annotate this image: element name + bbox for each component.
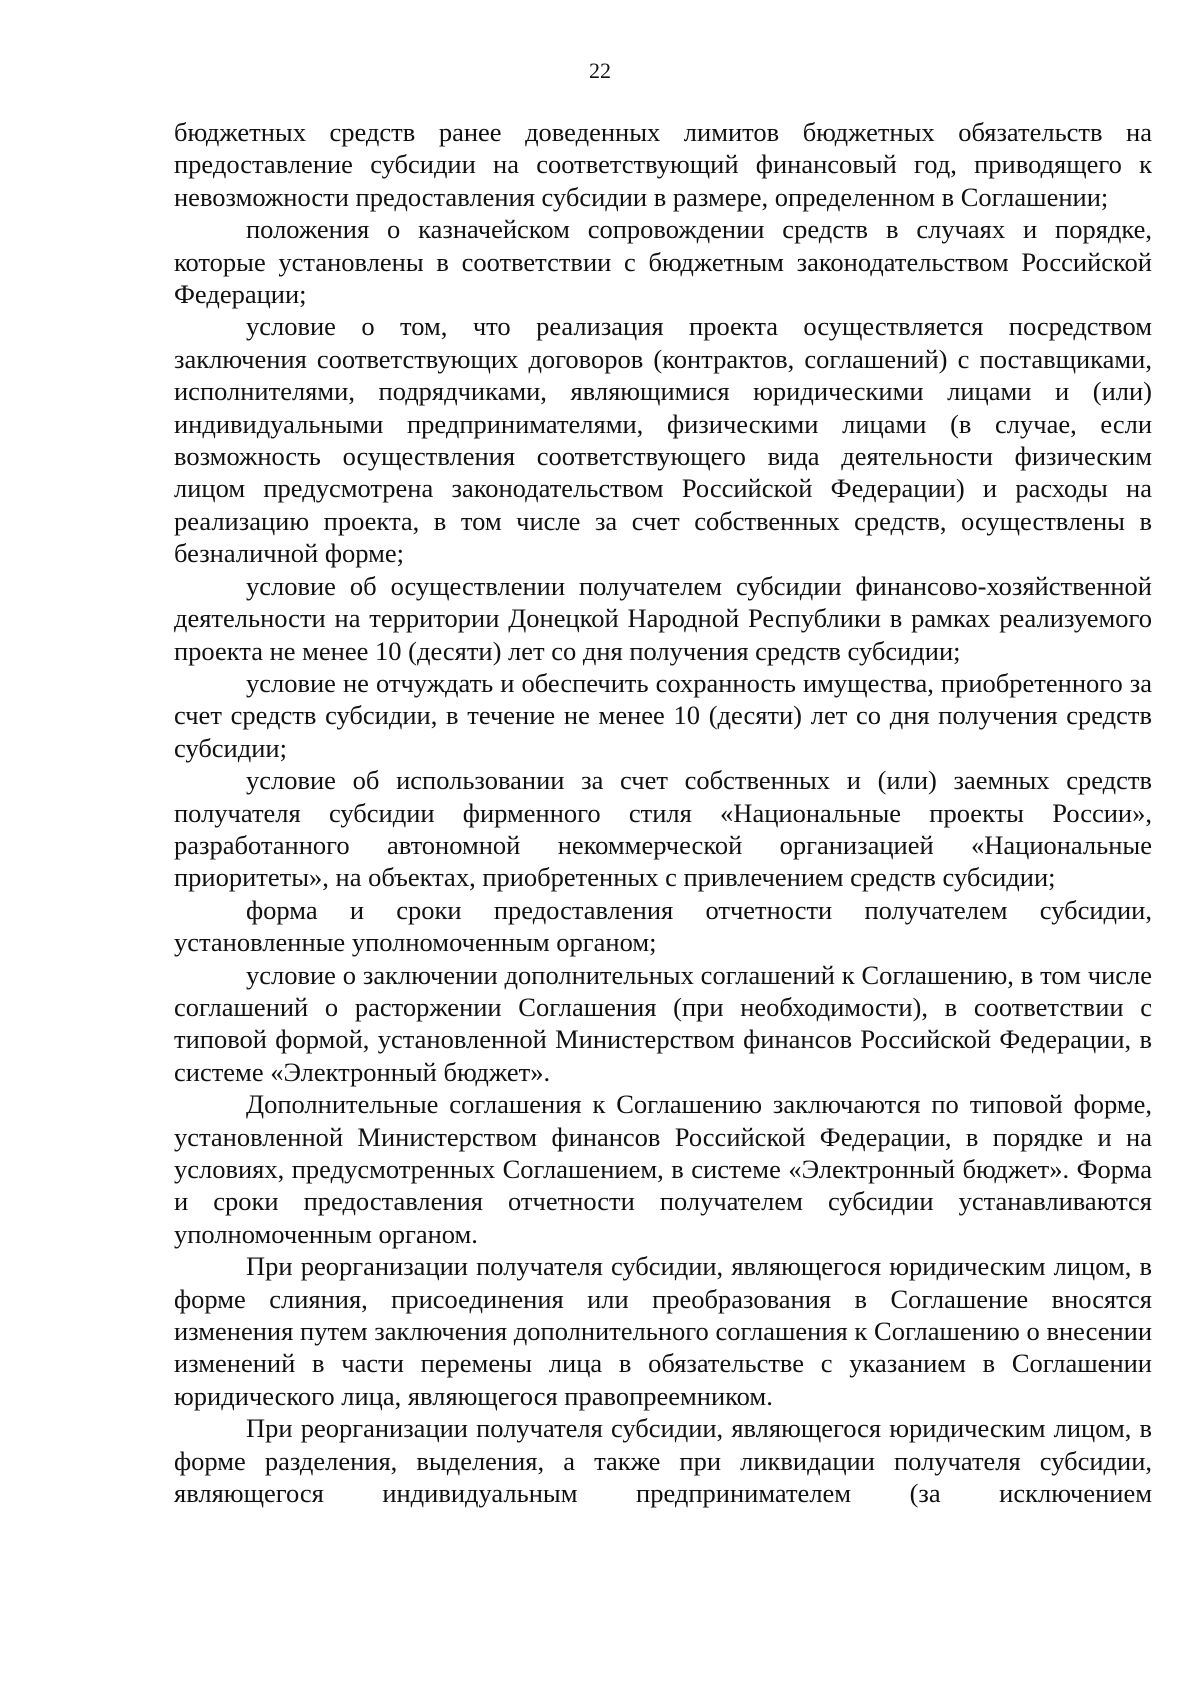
document-body xyxy=(174,116,1152,1509)
paragraph-project-contracts: условие о том, что реализация проекта осуществляется посредством заключения соответствующих договоров (контрактов, соглашений) с поставщиками, исполнителями, подрядчиками, являющимися юридическими лицами и (или) индивидуальными предпринимателями, физическими лицами (в случае, если возможность осуществления соответствующего вида деятельности физическим лицом предусмотрена законодательством Российской Федерации) и расходы на реализацию проекта, в том числе за счет собственных средств, осуществлены в безналичной форме; xyxy=(174,311,1152,569)
paragraph-activity-in-dnr: условие об осуществлении получателем субсидии финансово-хозяйственной деятельности на территории Донецкой Народной Республики в рамках реализуемого проекта не менее 10 (десяти) лет со дня получения средств субсидии; xyxy=(174,570,1152,666)
paragraph-corporate-style: условие об использовании за счет собственных и (или) заемных средств получателя субсидии фирменного стиля «Национальные проекты России», разработанного автономной некоммерческой организацией «Национальные приоритеты», на объектах, приобретенных с привлечением средств субсидии; xyxy=(174,765,1152,893)
paragraph-additional-agreements: Дополнительные соглашения к Соглашению заключаются по типовой форме, установленной Министерством финансов Российской Федерации, в порядке и на условиях, предусмотренных Соглашением, в системе «Электронный бюджет». Форма и сроки предоставления отчетности получателем субсидии устанавливаются уполномоченным органом. xyxy=(174,1089,1152,1249)
paragraph-reorganization-merger: При реорганизации получателя субсидии, являющегося юридическим лицом, в форме слияния, присоединения или преобразования в Соглашение вносятся изменения путем заключения дополнительного соглашения к Соглашению о внесении изменений в части перемены лица в обязательстве с указанием в Соглашении юридического лица, являющегося правопреемником. xyxy=(174,1251,1152,1411)
paragraph-reorganization-division: При реорганизации получателя субсидии, являющегося юридическим лицом, в форме разделения, выделения, а также при ликвидации получателя субсидии, являющегося индивидуальным предпринимателем (за исключением xyxy=(174,1413,1152,1509)
paragraph-reporting-form: форма и сроки предоставления отчетности получателем субсидии, установленные уполномоченным органом; xyxy=(174,894,1152,958)
paragraph-property-retention: условие не отчуждать и обеспечить сохранность имущества, приобретенного за счет средств субсидии, в течение не менее 10 (десяти) лет со дня получения средств субсидии; xyxy=(174,667,1152,763)
page-number: 22 xyxy=(589,58,611,83)
paragraph-additional-agreements-condition: условие о заключении дополнительных соглашений к Соглашению, в том числе соглашений о расторжении Соглашения (при необходимости), в соответствии с типовой формой, установленной Министерством финансов Российской Федерации, в системе «Электронный бюджет». xyxy=(174,959,1152,1087)
paragraph-treasury-support: положения о казначейском сопровождении средств в случаях и порядке, которые установлены в соответствии с бюджетным законодательством Российской Федерации; xyxy=(174,214,1152,310)
paragraph-budget-limits: бюджетных средств ранее доведенных лимитов бюджетных обязательств на предоставление субсидии на соответствующий финансовый год, приводящего к невозможности предоставления субсидии в размере, определенном в Соглашении; xyxy=(174,117,1152,212)
